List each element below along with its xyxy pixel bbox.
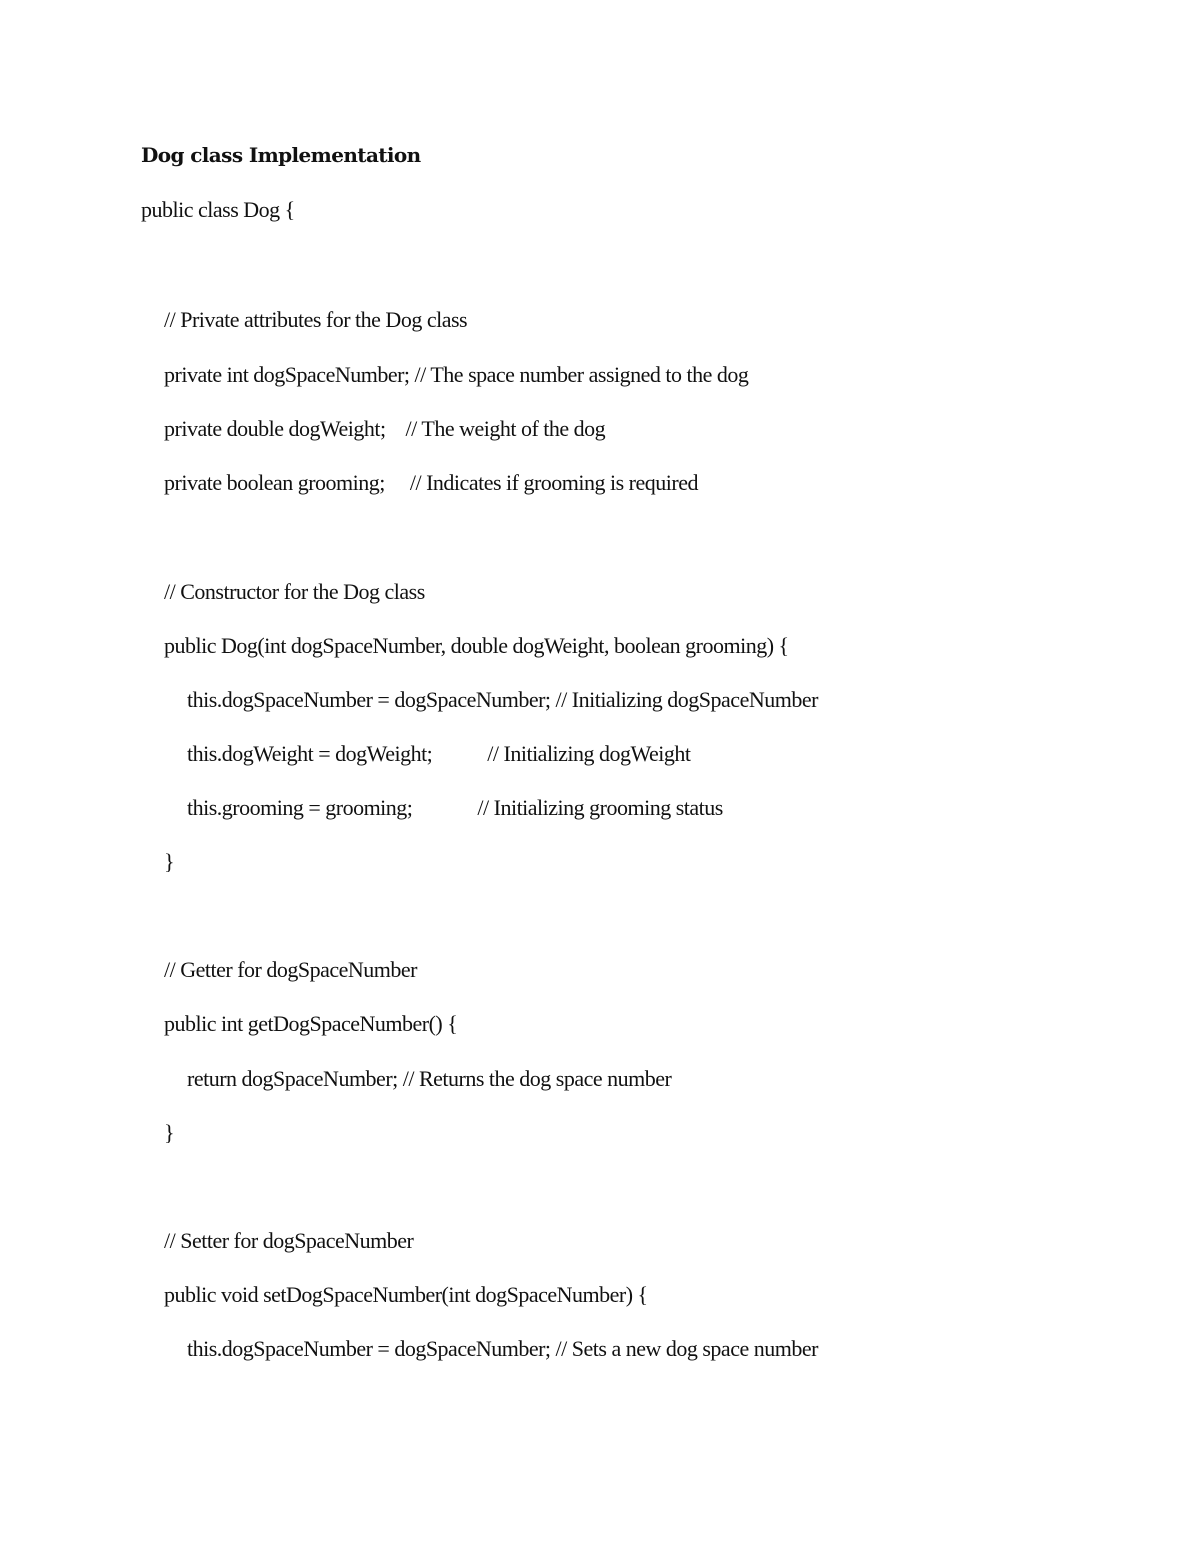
code-line-setter-assign: this.dogSpaceNumber = dogSpaceNumber; // Sets a new dog space number bbox=[187, 1336, 818, 1361]
code-line-getter-comment: // Getter for dogSpaceNumber bbox=[164, 957, 417, 982]
code-line-getter-signature: public int getDogSpaceNumber() { bbox=[164, 1011, 458, 1036]
code-line-attributes-comment: // Private attributes for the Dog class bbox=[164, 307, 468, 332]
code-line-constructor-comment: // Constructor for the Dog class bbox=[164, 579, 425, 604]
code-line-assign-grooming: this.grooming = grooming; // Initializing grooming status bbox=[187, 795, 723, 820]
code-line-constructor-close: } bbox=[164, 849, 175, 874]
code-line-assign-weight: this.dogWeight = dogWeight; // Initializing dogWeight bbox=[187, 741, 691, 766]
code-line-constructor-signature: public Dog(int dogSpaceNumber, double dogWeight, boolean grooming) { bbox=[164, 633, 789, 658]
code-line-assign-space-number: this.dogSpaceNumber = dogSpaceNumber; // Initializing dogSpaceNumber bbox=[187, 687, 818, 712]
document-heading: Dog class Implementation bbox=[141, 143, 421, 167]
code-line-class-declaration: public class Dog { bbox=[141, 197, 295, 222]
code-line-field-space-number: private int dogSpaceNumber; // The space number assigned to the dog bbox=[164, 362, 749, 387]
code-line-getter-close: } bbox=[164, 1120, 175, 1145]
code-line-field-weight: private double dogWeight; // The weight of the dog bbox=[164, 416, 606, 441]
code-line-setter-comment: // Setter for dogSpaceNumber bbox=[164, 1228, 414, 1253]
code-line-field-grooming: private boolean grooming; // Indicates if grooming is required bbox=[164, 470, 698, 495]
code-line-getter-return: return dogSpaceNumber; // Returns the dog space number bbox=[187, 1066, 672, 1091]
code-line-setter-signature: public void setDogSpaceNumber(int dogSpaceNumber) { bbox=[164, 1282, 648, 1307]
